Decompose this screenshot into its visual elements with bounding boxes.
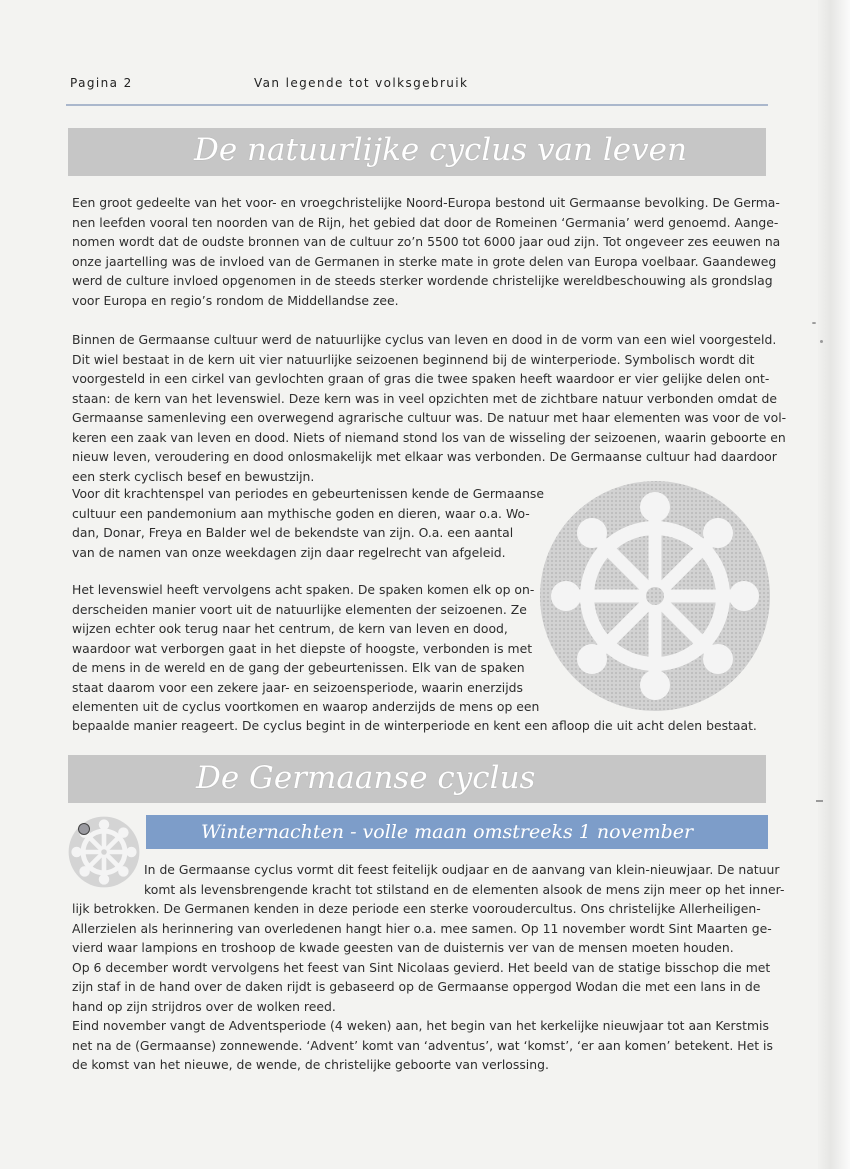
bullet-dot-icon xyxy=(78,823,90,835)
paragraph-line: cultuur een pandemonium aan mythische goden en dieren, waar o.a. Wo- xyxy=(72,505,530,521)
paragraph-line: nomen wordt dat de oudste bronnen van de cultuur zo’n 5500 tot 6000 jaar oud zijn. Tot ongeveer zes eeuwen na xyxy=(72,234,781,249)
paragraph-line: Dit wiel bestaat in de kern uit vier natuurlijke seizoenen beginnend bij de winterperiode. Symbolisch wordt dit xyxy=(72,351,755,367)
paragraph-line: wijzen echter ook terug naar het centrum, de kern van leven en dood, xyxy=(72,621,508,636)
subsection-title: Winternachten - volle maan omstreeks 1 november xyxy=(201,821,694,843)
paragraph-goden xyxy=(72,484,544,562)
paragraph-spaken-last-line xyxy=(72,716,772,736)
section-banner-germaanse-cyclus xyxy=(68,755,766,803)
paragraph-line: Germaanse samenleving een overwegend agrarische cultuur was. De natuur met haar elementen was voor de vol- xyxy=(72,410,787,425)
paragraph-line: elementen uit de cyclus voortkomen en waarop anderzijds de mens op een xyxy=(72,699,540,714)
paragraph-line: de mens in de wereld en de gang der gebeurtenissen. Elk van de spaken xyxy=(72,660,525,675)
paragraph-winternachten xyxy=(72,860,785,1075)
paragraph-line: staan: de kern van het levenswiel. Deze kern was in veel opzichten met de zichtbare natuur verbonden omdat de xyxy=(72,390,777,406)
eight-spoke-wheel-icon xyxy=(538,479,772,713)
paragraph-line: vierd waar lampions en troshoop de kwade geesten van de duisternis ver van de mensen moeten houden. xyxy=(72,940,734,955)
paragraph-line: nieuw leven, veroudering en dood onlosmakelijk met elkaar was verbonden. De Germaanse cultuur had daardoor xyxy=(72,449,777,464)
page-edge-shadow xyxy=(818,0,850,1169)
paragraph-line: Het levenswiel heeft vervolgens acht spaken. De spaken komen elk op on- xyxy=(72,582,535,597)
paragraph-line: derscheiden manier voort uit de natuurlijke elementen der seizoenen. Ze xyxy=(72,601,527,617)
paragraph-line: waardoor wat verborgen gaat in het diepste of hoogste, verbonden is met xyxy=(72,640,533,656)
scan-speck xyxy=(816,800,823,802)
paragraph-intro xyxy=(72,193,781,310)
paragraph-line: Eind november vangt de Adventsperiode (4 weken) aan, het begin van het kerkelijke nieuwjaar tot aan Kerstmis xyxy=(72,1018,769,1033)
paragraph-line: voorgesteld in een cirkel van gevlochten graan of gras die twee spaken heeft waardoor er vier gelijke delen ont- xyxy=(72,371,770,386)
paragraph-line: onze jaartelling was de invloed van de Germanen in sterke mate in grote delen van Europa voelbaar. Gaandeweg xyxy=(72,253,777,269)
series-title: Van legende tot volksgebruik xyxy=(254,76,469,90)
paragraph-line: staat daarom voor een zekere jaar- en seizoensperiode, waarin enerzijds xyxy=(72,679,524,695)
paragraph-spaken xyxy=(72,580,540,717)
paragraph-line: een sterk cyclisch besef en bewustzijn. xyxy=(72,468,315,484)
paragraph-line: van de namen van onze weekdagen zijn daar regelrecht van afgeleid. xyxy=(72,544,506,560)
paragraph-line: Binnen de Germaanse cultuur werd de natuurlijke cyclus van leven en dood in de vorm van een wiel voorgesteld. xyxy=(72,332,777,347)
header-rule xyxy=(66,104,768,106)
paragraph-line: keren een zaak van leven en dood. Niets of niemand stond los van de wisseling der seizoenen, waarin geboorte en xyxy=(72,429,786,445)
paragraph-line: hand op zijn strijdros over de wolken reed. xyxy=(72,998,336,1014)
section-title: De Germaanse cyclus xyxy=(196,760,536,796)
paragraph-line: Op 6 december wordt vervolgens het feest van Sint Nicolaas gevierd. Het beeld van de statige bisschop die met xyxy=(72,959,771,975)
paragraph-line: komt als levensbrengende kracht tot stilstand en de elementen alsook de mens zijn meer op het inner- xyxy=(144,881,785,897)
section-title: De natuurlijke cyclus van leven xyxy=(194,132,687,168)
paragraph-line: nen leefden vooral ten noorden van de Rijn, het gebied dat door de Romeinen ‘Germania’ werd genoemd. Aange- xyxy=(72,214,779,230)
paragraph-line: de komst van het nieuwe, de wende, de christelijke geboorte van verlossing. xyxy=(72,1057,549,1072)
paragraph-line: werd de culture invloed opgenomen in de steeds sterker wordende christelijke wereldbeschouwing als grondslag xyxy=(72,273,773,288)
subsection-banner-winternachten xyxy=(146,815,768,849)
page-number: Pagina 2 xyxy=(70,76,133,90)
paragraph-line: lijk betrokken. De Germanen kenden in deze periode een sterke vooroudercultus. Ons christelijke Allerheiligen- xyxy=(72,901,761,916)
section-banner-cyclus-van-leven xyxy=(68,128,766,176)
paragraph-line: zijn staf in de hand over de daken rijdt is gebaseerd op de Germaanse oppergod Wodan die met een lans in de xyxy=(72,979,761,994)
paragraph-line: voor Europa en regio’s rondom de Middellandse zee. xyxy=(72,292,399,308)
paragraph-line: net na de (Germaanse) zonnewende. ‘Advent’ komt van ‘adventus’, wat ‘komst’, ‘er aan komen’ betekent. Het is xyxy=(72,1037,773,1053)
scan-speck xyxy=(820,340,823,343)
paragraph-levenswiel xyxy=(72,330,787,486)
paragraph-line: Een groot gedeelte van het voor- en vroegchristelijke Noord-Europa bestond uit Germaanse bevolking. De Germa- xyxy=(72,195,780,210)
paragraph-line: bepaalde manier reageert. De cyclus begint in de winterperiode en kent een afloop die uit acht delen bestaat. xyxy=(72,718,757,733)
paragraph-line: Allerzielen als herinnering van overledenen hangt hier o.a. mee samen. Op 11 november wordt Sint Maarten ge- xyxy=(72,920,772,936)
paragraph-line: In de Germaanse cyclus vormt dit feest feitelijk oudjaar en de aanvang van klein-nieuwjaar. De natuur xyxy=(144,862,780,877)
scan-speck xyxy=(812,322,816,324)
paragraph-line: Voor dit krachtenspel van periodes en gebeurtenissen kende de Germaanse xyxy=(72,486,544,501)
paragraph-line: dan, Donar, Freya en Balder wel de bekendste van zijn. O.a. een aantal xyxy=(72,525,514,540)
